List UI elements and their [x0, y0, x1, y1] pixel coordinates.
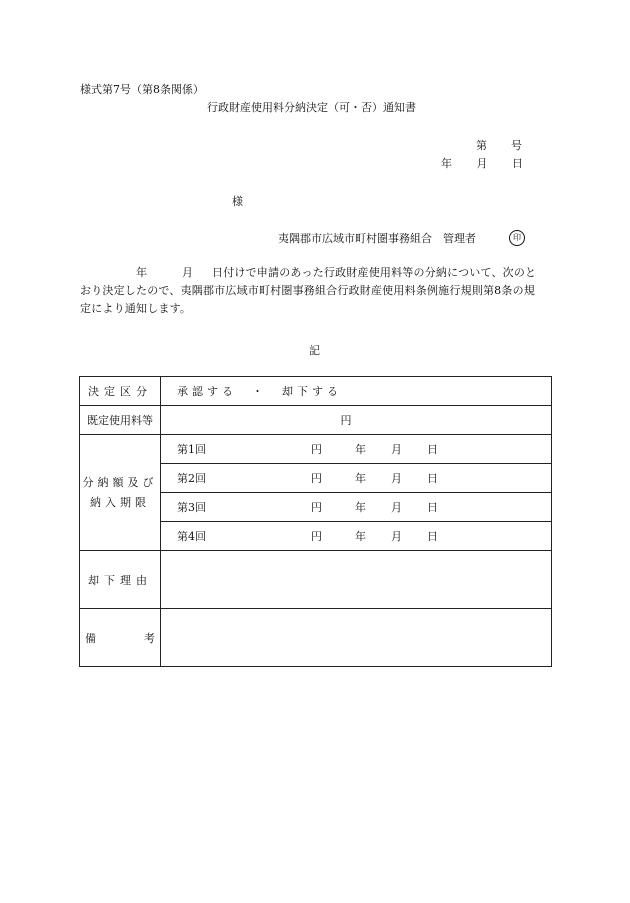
seal-mark: 印: [509, 230, 525, 246]
installment-number: 第3回: [177, 501, 206, 514]
installment-row[interactable]: [161, 435, 552, 464]
body-line-1-text: 日付けで申請のあった行政財産使用料等の分納について、次のと: [212, 266, 537, 279]
installment-month: 月: [391, 472, 402, 485]
decision-value[interactable]: 承認する ・ 却下する: [161, 377, 552, 406]
installment-number: 第1回: [177, 443, 206, 456]
installment-month: 月: [391, 443, 402, 456]
issue-date-line: [441, 157, 523, 171]
notice-body: [80, 264, 552, 318]
installment-row[interactable]: [161, 522, 552, 551]
installment-row[interactable]: [161, 493, 552, 522]
number-label-dai: 第: [476, 139, 487, 152]
remarks-label-1: 備: [85, 631, 96, 645]
document-number-line: [476, 139, 522, 153]
installment-month: 月: [391, 530, 402, 543]
issue-year-label: 年: [441, 157, 452, 170]
installment-day: 日: [427, 443, 438, 456]
installment-month: 月: [391, 501, 402, 514]
fee-value[interactable]: 円: [161, 406, 552, 435]
installment-label-line-2: 納入期限: [90, 495, 150, 509]
installment-year: 年: [355, 530, 366, 543]
remarks-label: [80, 609, 161, 667]
installment-year: 年: [355, 443, 366, 456]
installment-label: [80, 435, 161, 551]
decision-table: [79, 376, 552, 667]
installment-yen: 円: [311, 472, 322, 485]
decision-label: 決定区分: [80, 377, 161, 406]
installment-label-line-1: 分納額及び: [82, 475, 158, 489]
fee-label: 既定使用料等: [80, 406, 161, 435]
issue-month-label: 月: [476, 157, 488, 170]
rejection-reason-label: 却下理由: [80, 551, 161, 609]
body-year-label: 年: [136, 266, 148, 279]
installment-day: 日: [427, 501, 438, 514]
installment-day: 日: [427, 472, 438, 485]
installment-year: 年: [355, 501, 366, 514]
document-title: 行政財産使用料分納決定（可・否）通知書: [207, 101, 416, 114]
installment-day: 日: [427, 530, 438, 543]
installment-year: 年: [355, 472, 366, 485]
body-line-2: おり決定したので、夷隅郡市広域市町村圏事務組合行政財産使用料条例施行規則第8条の規: [80, 284, 535, 297]
ki-heading: 記: [309, 344, 320, 357]
installment-yen: 円: [311, 501, 322, 514]
number-label-go: 号: [511, 139, 522, 152]
body-line-3: 定により通知します。: [80, 302, 192, 315]
issue-day-label: 日: [512, 157, 523, 170]
issuer-name: 夷隅郡市広域市町村圏事務組合 管理者: [278, 232, 476, 245]
remarks-label-2: 考: [144, 631, 155, 645]
remarks-field[interactable]: [161, 609, 552, 667]
installment-number: 第4回: [177, 530, 206, 543]
body-line-1: [80, 264, 552, 282]
installment-row[interactable]: [161, 464, 552, 493]
form-number: 様式第7号（第8条関係）: [80, 83, 204, 96]
rejection-reason-field[interactable]: [161, 551, 552, 609]
body-month-label: 月: [182, 266, 194, 279]
installment-yen: 円: [311, 530, 322, 543]
installment-number: 第2回: [177, 472, 206, 485]
recipient-suffix: 様: [232, 195, 243, 208]
installment-yen: 円: [311, 443, 322, 456]
